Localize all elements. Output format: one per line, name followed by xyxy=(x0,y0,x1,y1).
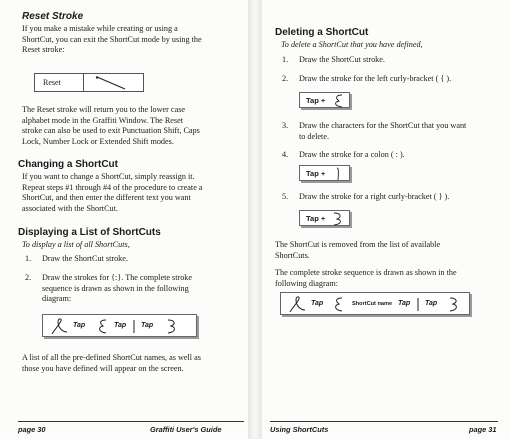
seq-tap-2: Tap xyxy=(398,300,411,307)
deleting-step-2: 2. Draw the stroke for the left curly-bracket ( { ). xyxy=(282,74,452,83)
reset-box-divider xyxy=(83,74,84,91)
reset-stroke-heading: Reset Stroke xyxy=(22,11,84,22)
changing-body-line-4: associated with the ShortCut. xyxy=(22,203,118,213)
reset-intro-line-3: Reset stroke: xyxy=(22,45,65,54)
shortcut-stroke-icon xyxy=(287,295,307,314)
left-page-number: page 30 xyxy=(18,425,46,434)
colon-stroke-icon xyxy=(415,296,421,313)
right-page-number: page 31 xyxy=(469,425,497,434)
changing-body-line-1: If you want to change a ShortCut, simply reassign it. xyxy=(22,172,195,181)
reset-stroke-box xyxy=(34,73,144,92)
seq-tap-1: Tap xyxy=(73,322,86,329)
seq-tap-3: Tap xyxy=(425,300,438,307)
right-curly-stroke-icon xyxy=(331,212,345,226)
left-curly-stroke-icon xyxy=(331,296,345,313)
deleting-step-3: 3. Draw the characters for the ShortCut that you want to delete. xyxy=(282,121,467,141)
removed-line-1: The ShortCut is removed from the list of available xyxy=(275,240,441,249)
right-footer-rule xyxy=(270,421,498,422)
reset-body-line-3: stroke can also be used to exit Punctuation Shift, Caps xyxy=(22,126,200,135)
book-gutter xyxy=(248,0,262,439)
left-footer-rule xyxy=(18,421,244,422)
removed-line-2: ShortCuts. xyxy=(275,250,310,260)
seq-shortcut-name: ShortCut name xyxy=(352,301,393,307)
seq-tap-2: Tap xyxy=(114,322,127,329)
colon-stroke-icon xyxy=(334,167,342,181)
shortcut-stroke-icon xyxy=(49,317,69,336)
right-footer-section: Using ShortCuts xyxy=(270,425,329,434)
complete-line-2: following diagram: xyxy=(275,278,338,288)
colon-stroke-icon xyxy=(131,318,137,335)
left-curly-stroke-icon xyxy=(331,94,345,108)
deleting-shortcut-heading: Deleting a ShortCut xyxy=(275,27,369,38)
reset-intro-line-2: ShortCut, you can exit the ShortCut mode by using the xyxy=(22,34,202,44)
reset-intro-line-1: If you make a mistake while creating or using a xyxy=(22,24,178,33)
left-curly-stroke-icon xyxy=(95,318,109,335)
tap-right-curly-box: Tap + xyxy=(299,210,350,226)
changing-body-line-3: ShortCut, and then enter the different text you want xyxy=(22,193,191,202)
reset-body-line-2: alphabet mode in the Graffiti Window. The Reset xyxy=(22,115,184,125)
displaying-step-1: 1. Draw the ShortCut stroke. xyxy=(25,254,128,263)
after-list-line-1: A list of all the pre-defined ShortCut names, as well as xyxy=(22,353,201,362)
reset-body-line-4: Lock, Number Lock or Extended Shift modes. xyxy=(22,136,174,146)
reset-box-label: Reset xyxy=(43,78,61,87)
deleting-step-1: 1. Draw the ShortCut stroke. xyxy=(282,55,385,64)
seq-tap-3: Tap xyxy=(141,322,154,329)
list-stroke-sequence-diagram xyxy=(42,314,197,337)
delete-stroke-sequence-diagram xyxy=(280,292,470,315)
tap-colon-box: Tap + xyxy=(299,165,350,181)
displaying-list-heading: Displaying a List of ShortCuts xyxy=(18,227,161,238)
deleting-step-4: 4. Draw the stroke for a colon ( : ). xyxy=(282,150,405,159)
reset-stroke-icon xyxy=(95,76,129,91)
left-footer-title: Graffiti User's Guide xyxy=(150,425,222,434)
seq-tap-1: Tap xyxy=(311,300,324,307)
right-curly-stroke-icon xyxy=(165,318,179,335)
after-list-line-2: those you have defined will appear on the screen. xyxy=(22,363,184,373)
complete-line-1: The complete stroke sequence is drawn as shown in the xyxy=(275,268,457,277)
deleting-lead: To delete a ShortCut that you have defined, xyxy=(281,40,423,49)
tap-left-curly-box: Tap + xyxy=(299,92,350,108)
reset-body-line-1: The Reset stroke will return you to the lower case xyxy=(22,105,186,114)
displaying-step-2: 2. Draw the strokes for {:}. The complete stroke sequence is drawn as shown in the following diagram: xyxy=(25,273,193,303)
right-curly-stroke-icon xyxy=(447,296,461,313)
displaying-lead: To display a list of all ShortCuts, xyxy=(22,240,130,249)
changing-body-line-2: Repeat steps #1 through #4 of the procedure to create a xyxy=(22,182,203,192)
left-page xyxy=(0,0,248,439)
changing-shortcut-heading: Changing a ShortCut xyxy=(18,159,118,170)
deleting-step-5: 5. Draw the stroke for a right curly-bracket ( } ). xyxy=(282,192,450,201)
right-page xyxy=(262,0,510,439)
